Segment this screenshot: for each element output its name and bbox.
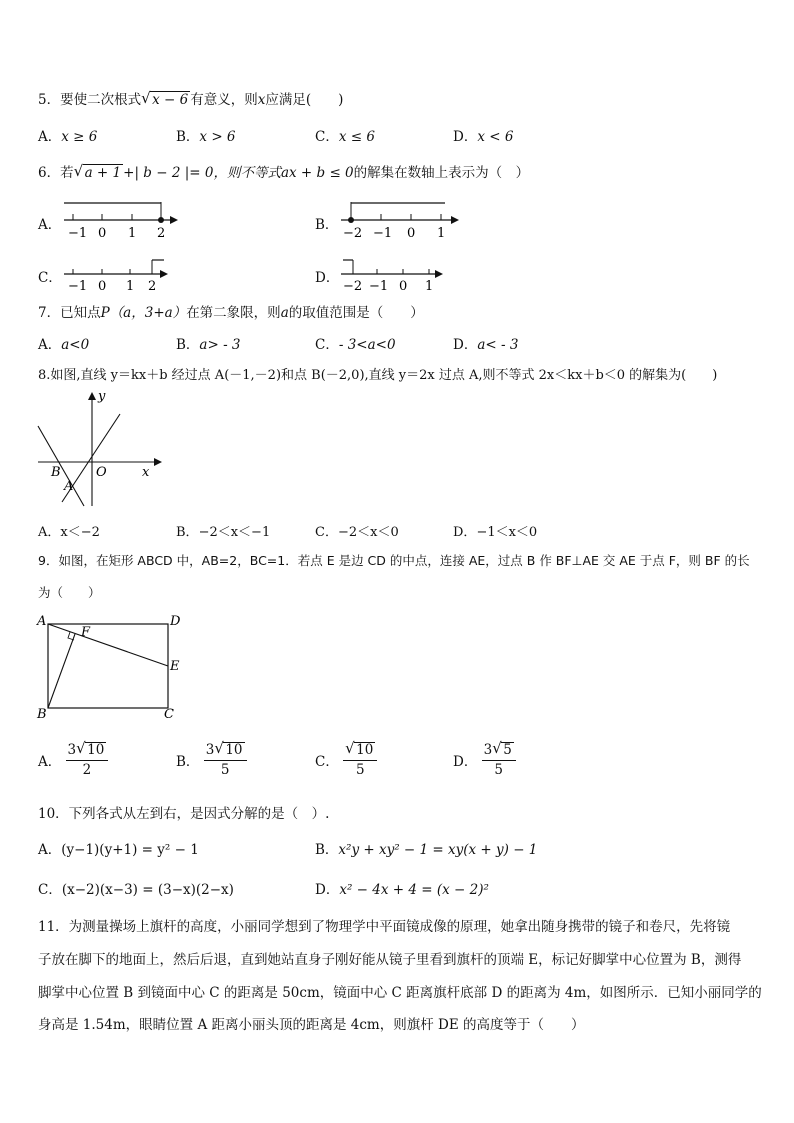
q9-option-b[interactable]: B． $\frac{3√ 10}{5}$ — [176, 742, 247, 778]
q7-text-a: 7．已知点 — [38, 305, 101, 321]
point-b-label: B — [51, 465, 61, 480]
q6-number-line-a[interactable] — [60, 200, 180, 242]
tick-label: −1 — [373, 226, 393, 241]
segment-bf — [48, 634, 75, 708]
vertex-a-label: A — [37, 614, 47, 629]
q7-option-b[interactable]: B．a> - 3 — [176, 337, 241, 353]
q10-option-b[interactable]: B．x²y + xy² − 1 = xy(x + y) − 1 — [315, 842, 538, 858]
q5-pre: 5．要使二次根式 — [38, 92, 142, 108]
q6-number-line-b[interactable] — [337, 200, 461, 242]
q6-stem — [38, 161, 529, 181]
q5-radical: √ x − 6 — [141, 91, 190, 108]
rectangle-abcd — [48, 624, 168, 708]
q6-radical: √ a + 1 — [74, 164, 124, 181]
q5-option-c[interactable]: C．x ≤ 6 — [315, 129, 375, 145]
q6-option-a-label[interactable]: A． — [38, 217, 62, 233]
origin-label: O — [96, 465, 107, 480]
q8-option-c[interactable]: C．−2＜x＜0 — [315, 525, 399, 540]
vertex-d-label: D — [170, 614, 181, 629]
q11-stem-line4: 身高是 1.54m，眼睛位置 A 距离小丽头顶的距离是 4cm，则旗杆 DE 的高度等于（ ） — [38, 1017, 585, 1033]
tick-label: 1 — [437, 226, 446, 241]
tick-label: −2 — [343, 279, 363, 294]
line-kx-b — [38, 426, 84, 506]
q9-option-c[interactable]: C． √ $\frac{10}{5}$ — [315, 742, 377, 778]
q9-figure — [36, 612, 186, 724]
q7-point: P（a，3+a） — [100, 305, 187, 321]
tick-label: −1 — [68, 226, 88, 241]
q9-option-a[interactable]: A． $\frac{3√ 10}{2}$ — [38, 742, 108, 778]
q6-number-line-c[interactable] — [60, 254, 176, 294]
tick-label: 2 — [148, 279, 157, 294]
q7-var: a — [280, 305, 289, 321]
tick-label: −1 — [369, 279, 389, 294]
q6-mid: +| b − 2 |= 0，则不等式 — [123, 165, 281, 181]
q5-post2: 应满足( ) — [265, 92, 344, 108]
q9-stem-line1: 9．如图，在矩形 ABCD 中，AB=2，BC=1．若点 E 是边 CD 的中点，连接 AE，过点 B 作 BF⊥AE 交 AE 于点 F，则 BF 的长 — [38, 553, 750, 568]
q8-stem: 8.如图,直线 y＝kx＋b 经过点 A(－1,－2)和点 B(－2,0),直线 y＝2x 过点 A,则不等式 2x＜kx＋b＜0 的解集为( ) — [38, 368, 718, 383]
q7-option-c[interactable]: C．- 3<a<0 — [315, 337, 396, 353]
tick-label: 1 — [425, 279, 434, 294]
q7-text-c: 的取值范围是（ ） — [288, 305, 424, 321]
q10-option-d[interactable]: D．x² − 4x + 4 = (x − 2)² — [315, 882, 489, 898]
q6-number-line-d[interactable] — [337, 254, 449, 294]
tick-label: 1 — [128, 226, 137, 241]
q9-stem-line2: 为（ ） — [38, 585, 101, 600]
q5-var: x — [257, 92, 266, 108]
vertex-c-label: C — [164, 707, 174, 722]
q6-option-d-label[interactable]: D． — [315, 270, 340, 286]
tick-label: 0 — [407, 226, 416, 241]
q8-option-b[interactable]: B．−2＜x＜−1 — [176, 525, 271, 540]
q5-stem — [38, 88, 343, 108]
q8-figure — [36, 390, 166, 508]
point-e-label: E — [170, 659, 180, 674]
q6-pre: 6．若 — [38, 165, 74, 181]
q8-option-a[interactable]: A．x＜−2 — [38, 525, 100, 540]
point-a-label: A — [64, 479, 74, 494]
q5-option-d[interactable]: D．x < 6 — [453, 129, 514, 145]
q6-option-b-label[interactable]: B． — [315, 217, 339, 233]
q10-stem: 10．下列各式从左到右，是因式分解的是（ ）. — [38, 806, 330, 822]
q7-stem — [38, 301, 424, 321]
x-axis-label: x — [142, 465, 150, 480]
point-f-label: F — [81, 625, 91, 640]
tick-label: 1 — [126, 279, 135, 294]
q5-option-b[interactable]: B．x > 6 — [176, 129, 236, 145]
q11-stem-line3: 脚掌中心位置 B 到镜面中心 C 的距离是 50cm，镜面中心 C 距离旗杆底部 D 的距离为 4m，如图所示．已知小丽同学的 — [38, 985, 762, 1001]
q10-option-a[interactable]: A．(y−1)(y+1) = y² − 1 — [38, 842, 199, 858]
q6-post: 的解集在数轴上表示为（ ） — [353, 165, 530, 181]
tick-label: 2 — [157, 226, 166, 241]
tick-label: 0 — [399, 279, 408, 294]
y-axis-label: y — [98, 390, 106, 404]
q5-post: 有意义，则 — [190, 92, 258, 108]
vertex-b-label: B — [37, 707, 47, 722]
q11-stem-line1: 11．为测量操场上旗杆的高度，小丽同学想到了物理学中平面镜成像的原理，她拿出随身携带的镜子和卷尺，先将镜 — [38, 919, 731, 935]
q6-inequality: ax + b ≤ 0 — [280, 165, 354, 181]
q7-text-b: 在第二象限，则 — [186, 305, 281, 321]
tick-label: −1 — [68, 279, 88, 294]
tick-label: −2 — [343, 226, 363, 241]
q9-option-d[interactable]: D． $\frac{3√ 5}{5}$ — [453, 742, 516, 778]
q6-option-c-label[interactable]: C． — [38, 270, 62, 286]
tick-label: 0 — [98, 279, 107, 294]
q7-option-a[interactable]: A．a<0 — [38, 337, 90, 353]
tick-label: 0 — [98, 226, 107, 241]
q11-stem-line2: 子放在脚下的地面上，然后后退，直到她站直身子刚好能从镜子里看到旗杆的顶端 E，标记好脚掌中心位置为 B，测得 — [38, 952, 742, 968]
q7-option-d[interactable]: D．a< - 3 — [453, 337, 519, 353]
q8-option-d[interactable]: D．−1＜x＜0 — [453, 525, 538, 540]
q5-option-a[interactable]: A．x ≥ 6 — [38, 129, 98, 145]
q10-option-c[interactable]: C．(x−2)(x−3) = (3−x)(2−x) — [38, 882, 234, 898]
